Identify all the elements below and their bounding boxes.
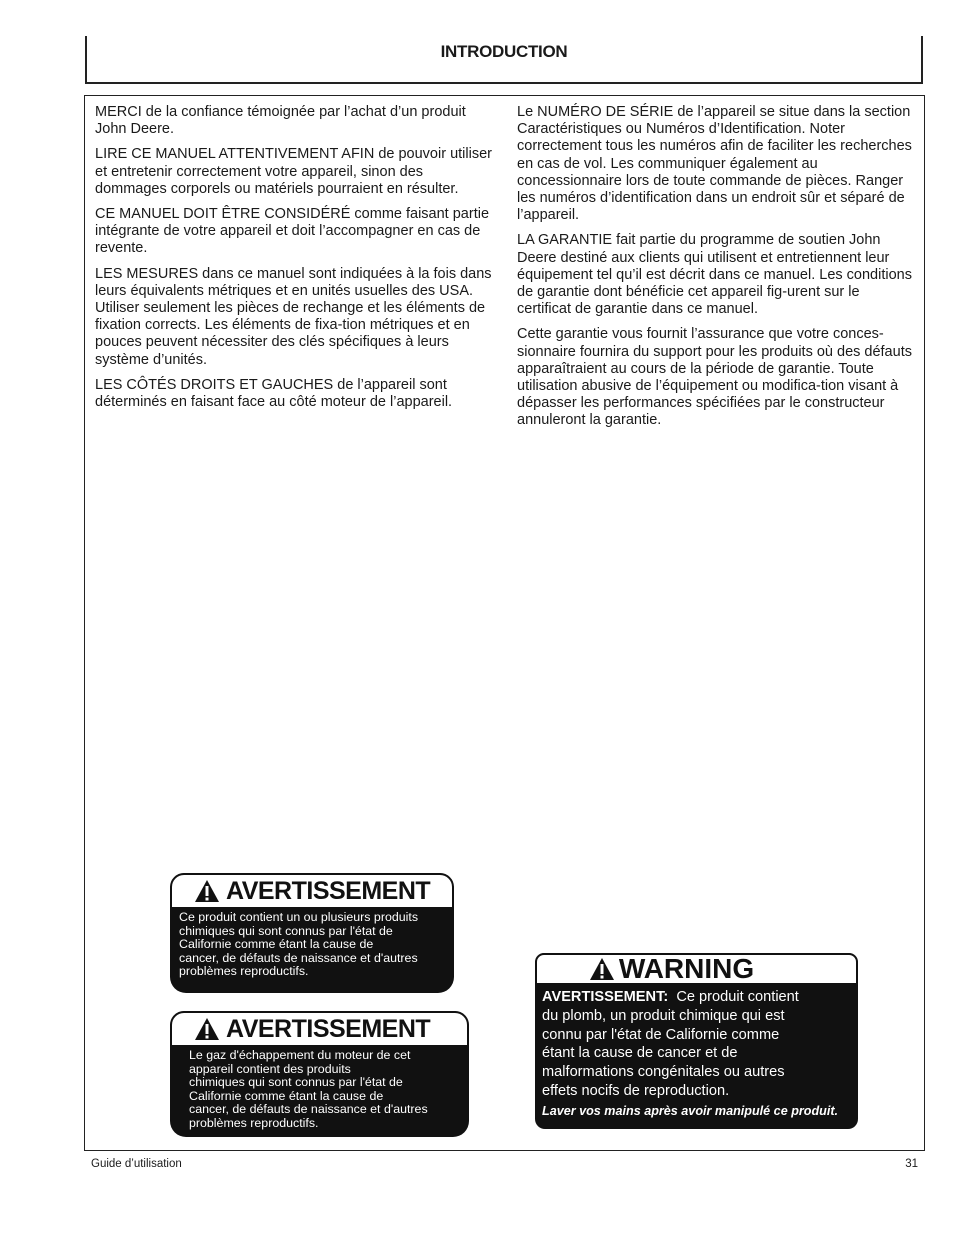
sign-line: chimiques qui sont connus par l'état de [189, 1075, 403, 1090]
sign-heading: AVERTISSEMENT [226, 1014, 431, 1043]
sign-line: cancer, de défauts de naissance et d'autres [189, 1102, 428, 1117]
sign-line: connu par l'état de Californie comme [542, 1026, 780, 1043]
sign-heading: WARNING [618, 953, 755, 984]
footer-guide-label: Guide d’utilisation [91, 1158, 182, 1170]
paragraph: LES CÔTÉS DROITS ET GAUCHES de l’appareil sont déterminés en faisant face au côté moteur de l’appareil. [95, 376, 453, 411]
sign-line: problèmes reproductifs. [179, 964, 309, 979]
sign-line: cancer, de défauts de naissance et d'autres [179, 950, 418, 965]
sign-footer: Laver vos mains après avoir manipulé ce produit. [542, 1103, 839, 1118]
sign-line-text: Ce produit contient [668, 989, 799, 1005]
sign-line: Le gaz d'échappement du moteur de cet [189, 1048, 411, 1062]
paragraph: CE MANUEL DOIT ÊTRE CONSIDÉRÉ comme faisant partie intégrante de votre appareil et doit l’accompagner en cas de revente. [95, 206, 490, 257]
sign-line: effets nocifs de reproduction. [542, 1082, 730, 1099]
sign-lead: AVERTISSEMENT: [542, 989, 669, 1005]
sign-line: problèmes reproductifs. [189, 1115, 319, 1130]
paragraph: LIRE CE MANUEL ATTENTIVEMENT AFIN de pouvoir utiliser et entretenir correctement votre appareil, sinon des dommages corporels ou matériels pourraient en résulter. [95, 146, 492, 197]
warning-sign-lead [535, 953, 858, 1129]
sign-header [170, 873, 454, 909]
sign-line: appareil contient des produits [189, 1061, 351, 1076]
sign-body [170, 909, 454, 979]
paragraph: Le NUMÉRO DE SÉRIE de l’appareil se situe dans la section Caractéristiques ou Numéros d’Identification. Noter correctement tous les numéros afin de faciliter les recherches en cas de vol. Les communiquer également au concessionnaire lors de toute commande de pièces. Ranger les numéros d’identification dans un endroit sûr et séparé de l’appareil. [517, 104, 912, 224]
sign-body [170, 1047, 469, 1131]
section-header [85, 36, 923, 84]
warning-triangle-icon [194, 879, 220, 903]
left-column [95, 104, 493, 419]
warning-triangle-icon [589, 957, 615, 981]
page-title: INTRODUCTION [440, 42, 568, 61]
paragraph: LES MESURES dans ce manuel sont indiquées à la fois dans leurs équivalents métriques et en unités usuelles des USA. Utiliser seulement les pièces de rechange et les éléments de fixation corrects. Les éléments de fixa-tion métriques et en pouces peuvent nécessiter des clés spécifiques à leurs système d’unités. [95, 265, 492, 368]
page-number: 31 [905, 1158, 918, 1170]
paragraph: MERCI de la confiance témoignée par l’achat d’un produit John Deere. [95, 104, 466, 138]
avertissement-sign-exhaust [170, 1011, 469, 1137]
sign-line: du plomb, un produit chimique qui est [542, 1007, 785, 1024]
sign-header [535, 953, 858, 985]
avertissement-sign-chemicals [170, 873, 454, 993]
sign-line: malformations congénitales ou autres [542, 1064, 785, 1081]
sign-body [535, 985, 858, 1121]
sign-line [542, 988, 852, 1007]
sign-header [170, 1011, 469, 1047]
sign-line: Ce produit contient un ou plusieurs produits [179, 910, 419, 924]
sign-line: chimiques qui sont connus par l'état de [179, 923, 393, 938]
paragraph: Cette garantie vous fournit l’assurance que votre conces-sionnaire fournira du support pour les produits où des défauts apparaîtraient au cours de la période de garantie. Toute utilisation abusive de l’équipement ou modifica-tion visant à dépasser les performances spécifiées par le constructeur annuleront la garantie. [517, 326, 912, 429]
sign-line: Californie comme étant la cause de [179, 937, 374, 952]
warning-triangle-icon [194, 1017, 220, 1041]
right-column [517, 104, 917, 438]
sign-heading: AVERTISSEMENT [226, 876, 431, 905]
paragraph: LA GARANTIE fait partie du programme de soutien John Deere destiné aux clients qui utilisent et entretiennent leur équipement tel qu’il est décrit dans ce manuel. Les conditions de garantie dont bénéficie cet appareil fig-urent sur le certificat de garantie dans ce manuel. [517, 232, 912, 318]
sign-line: étant la cause de cancer et de [542, 1045, 738, 1062]
sign-line: Californie comme étant la cause de [189, 1088, 384, 1103]
